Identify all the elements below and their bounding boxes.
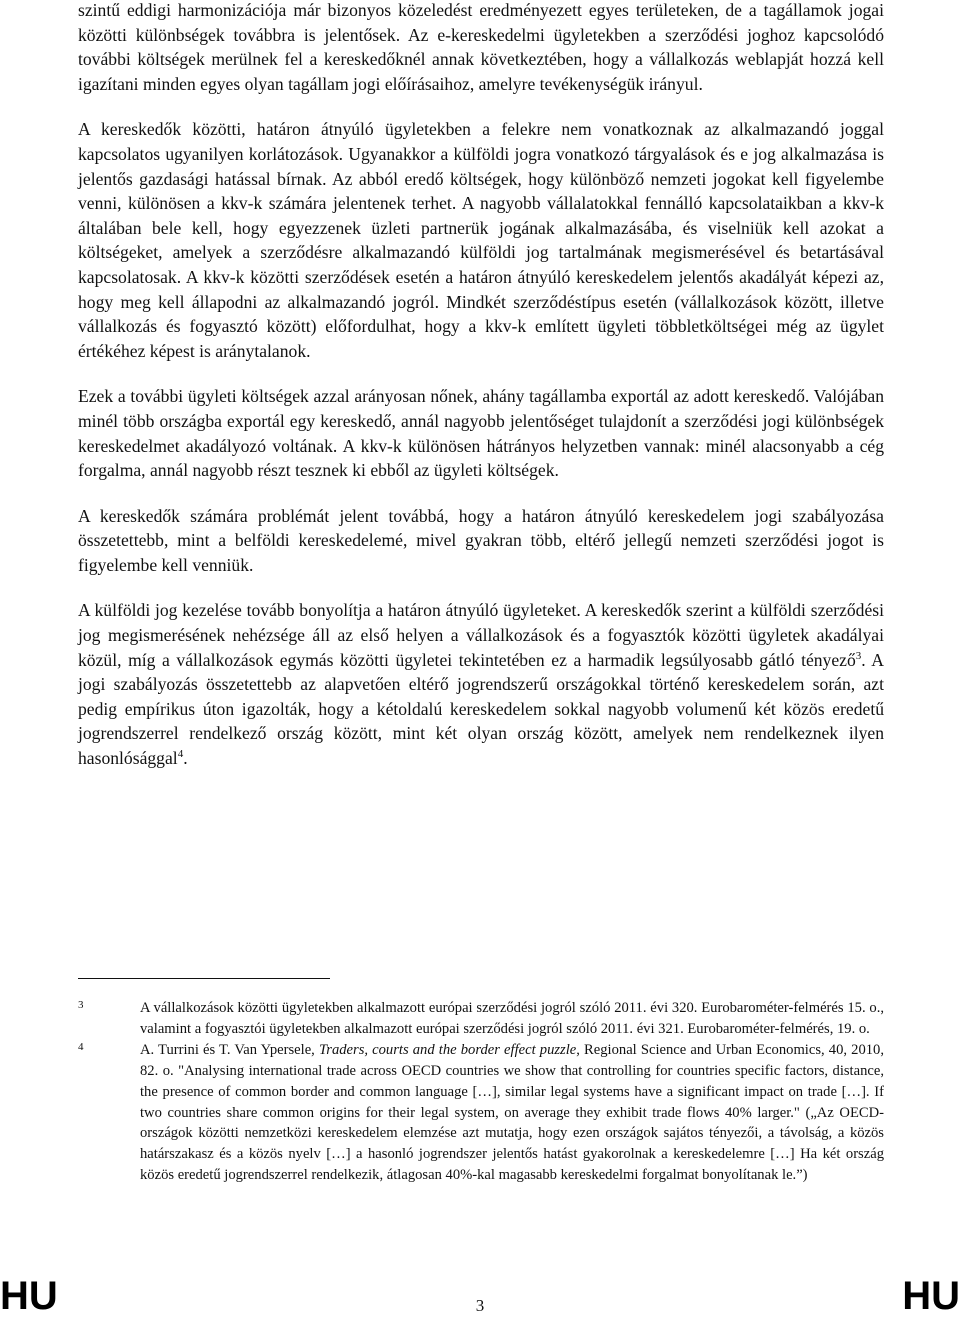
- footer-language-code-left: HU: [0, 1274, 58, 1318]
- footnote-text-before: A. Turrini és T. Van Ypersele,: [140, 1041, 319, 1058]
- footnote-number: 4: [78, 1040, 84, 1053]
- footnote-ref-4[interactable]: 4: [177, 748, 184, 761]
- page-number: 3: [475, 1296, 485, 1315]
- footer-language-code-right: HU: [902, 1274, 960, 1318]
- footnote-ref-3[interactable]: 3: [855, 649, 862, 662]
- footnote-text-after: , Regional Science and Urban Economics, 40, 2010, 82. o. "Analysing international trade across OECD countries we show that controlling for countries specific factors, distance, the presence of common border and common language […], similar legal systems have a significant impact on trade […]. If two countries share common origins for their legal system, on average they exhibit trade flows 40% larger." („Az OECD-országok közötti nemzetközi kereskedelem elemzése azt mutatja, hogy ezen országok sajátos tényezői, a távolság, a közös határszakasz és a közös nyelv […] a hasonló jogrendszer jelentős hatást gyakorolnak a kereskedelemre […] Ha két ország közös eredetű jogrendszerrel rendelkezik, átlagosan 40%-kal magasabb kereskedelmi forgalmat bonyolítanak le.”): [140, 1041, 884, 1184]
- paragraph-1: szintű eddigi harmonizációja már bizonyos közeledést eredményezett egyes területeken, de a tagállamok jogai közötti különbségek továbbra is jelentősek. Az e-kereskedelmi ügyletekben a szerződési joghoz kapcsolódó további költségek merülnek fel a kereskedőknél annak következtében, hogy a vállalkozás weblapját hozzá kell igazítani minden egyes olyan tagállam jogi előírásaihoz, amelyre tevékenységük irányul.: [78, 0, 884, 94]
- footnote-4: [78, 1040, 884, 1186]
- page-body: [78, 0, 884, 792]
- footnotes: [78, 998, 884, 1186]
- paragraph-5-part-3: .: [183, 748, 188, 769]
- paragraph-2: A kereskedők közötti, határon átnyúló ügyletekben a felekre nem vonatkoznak az alkalmazandó joggal kapcsolatos ugyanilyen korlátozások. Ugyanakkor a külföldi jogra vonatkozó tárgyalások és e jog alkalmazása is jelentős gazdasági hatással bírnak. Az abból eredő költségek, hogy különböző nemzeti jogokat kell figyelembe venni, különösen a kkv-k számára jelentenek terhet. A nagyobb vállalatokkal fennálló kapcsolataikban a kkv-k általában bele kell, hogy egyezzenek üzleti partnerük jogának alkalmazásába, és viselniük kell azokat a költségeket, amelyek a szerződésre alkalmazandó külföldi jog tartalmának megismerésével és betartásával kapcsolatosak. A kkv-k közötti szerződések esetén a határon átnyúló kereskedelem jelentős akadályát képezi az, hogy meg kell állapodni az alkalmazandó jogról. Mindkét szerződéstípus esetén (vállalkozások között, illetve vállalkozás és fogyasztó között) előfordulhat, hogy a kkv-k említett ügyleti többletköltségei még az ügylet értékéhez képest is aránytalanok.: [78, 119, 884, 361]
- footnote-separator: [78, 978, 330, 979]
- footnote-text: A vállalkozások közötti ügyletekben alkalmazott európai szerződési jogról szóló 2011. évi 320. Eurobarométer-felmérés 15. o., valamint a fogyasztói ügyletekben alkalmazott európai szerződési jogról szóló 2011. évi 321. Eurobarométer-felmérés, 19. o.: [140, 1000, 884, 1037]
- paragraph-3: Ezek a további ügyleti költségek azzal arányosan nőnek, ahány tagállamba exportál az adott kereskedő. Valójában minél több országba exportál egy kereskedő, annál nagyobb jelentőséget tulajdonít a szerződési jogi különbségek kereskedelmet akadályozó voltának. A kkv-k különösen hátrányos helyzetben vannak: minél alacsonyabb a cég forgalma, annál nagyobb részt tesznek ki ebből az ügyleti költségek.: [78, 386, 884, 481]
- footnote-cited-title: Traders, courts and the border effect puzzle: [318, 1041, 577, 1058]
- footnote-text: [140, 1040, 884, 1186]
- paragraph-5: [78, 598, 884, 770]
- footnote-3: [78, 998, 884, 1040]
- paragraph-5-part-1: A külföldi jog kezelése tovább bonyolítja a határon átnyúló ügyleteket. A kereskedők szerint a külföldi szerződési jog megismerésének nehézsége áll az első helyen a vállalkozások és a fogyasztók közötti ügyletek akadályai közül, míg a vállalkozások egymás közötti ügyletei tekintetében ez a harmadik legsúlyosabb gátló tényező: [78, 600, 884, 670]
- paragraph-4: A kereskedők számára problémát jelent továbbá, hogy a határon átnyúló kereskedelem jogi szabályozása összetettebb, mint a belföldi kereskedelemé, mivel gyakran több, eltérő jellegű nemzeti szerződési jogot is figyelembe kell venniük.: [78, 505, 884, 575]
- footnote-number: 3: [78, 999, 84, 1011]
- paragraph-5-part-2: . A jogi szabályozás összetettebb az alapvetően eltérő jogrendszerű országokkal történő kereskedelem során, azt pedig empírikus úton igazolták, hogy a kétoldalú kereskedelem sokkal nagyobb volumenű két közös eredetű jogrendszerrel rendelkező ország között, mint két olyan ország között, amelyek nem rendelkeznek ilyen hasonlósággal: [78, 649, 884, 769]
